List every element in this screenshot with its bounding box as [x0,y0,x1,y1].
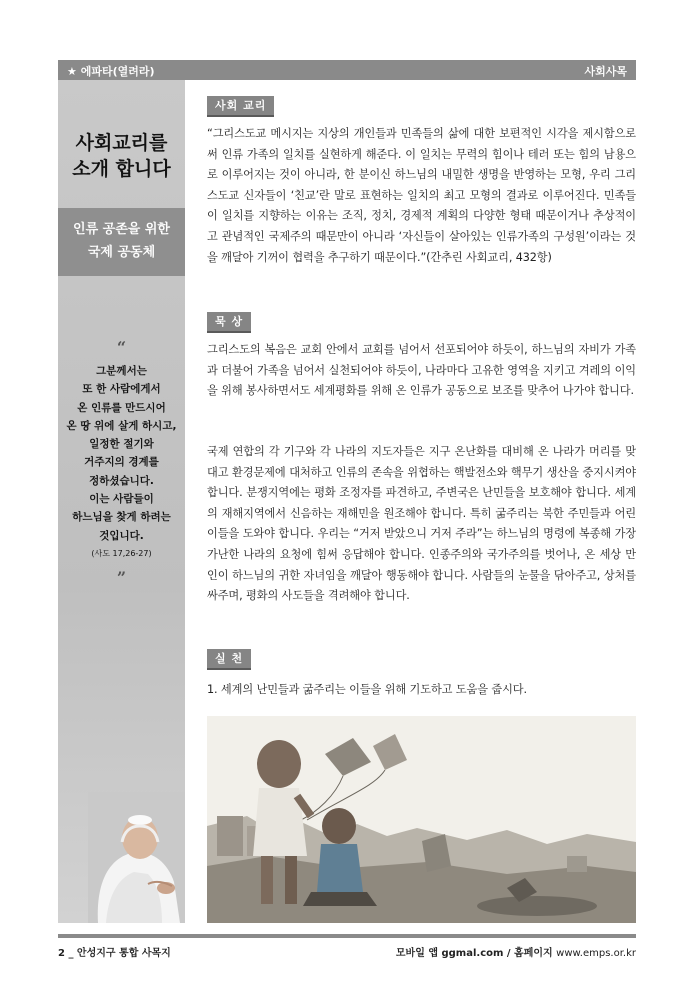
sidebar-title: 사회교리를 소개 합니다 [72,132,171,180]
quote-close-mark: ” [116,568,127,587]
meditation-paragraph-2: 국제 연합의 각 기구와 각 나라의 지도자들은 지구 온난화를 대비해 온 나라가 머리를 맞대고 환경문제에 대처하고 인류의 존속을 위협하는 핵발전소와 핵무기 생산을 중지시켜야 합니다. 분쟁지역에는 평화 조정자를 파견하고, 주변국은 난민들을 보호해야 합니다. 세계의 재해지역에서 신음하는 재해민을 원조해야 합니다. 특히 굶주리는 북한 주민들과 어린이들을 도와야 합니다. 우리는 “거저 받았으니 거저 주라”는 하느님의 명령에 복종해 가장 가난한 나라의 요청에 힘써 응답해야 합니다. 인종주의와 국가주의를 벗어나, 온 세상 만인이 하느님의 귀한 자녀임을 깨달아 행동해야 합니다. 사람들의 눈물을 닦아주고, 상처를 싸주며, 평화의 사도들을 격려해야 합니다. [207,445,636,603]
homepage-link[interactable]: www.emps.or.kr [556,948,636,959]
footer-page-info: 2 _ 안성지구 통합 사목지 [58,948,171,959]
practice-text: 1. 세계의 난민들과 굶주리는 이들을 위해 기도하고 도움을 줍시다. [207,683,527,696]
refugee-children-illustration [207,716,636,923]
doctrine-text: “그리스도교 메시지는 지상의 개인들과 민족들의 삶에 대한 보편적인 시각을 제시함으로써 인류 가족의 일치를 실현하게 해준다. 이 일치는 무력의 힘이나 테러 또는 힘의 남용으로 이루어지는 것이 아니라, 한 분이신 하느님의 내밀한 생명을 반영하는 모형, 우리 그리스도교 신자들이 ‘친교’란 말로 표현하는 일치의 최고 모형의 결과로 이루어진다. 민족들이 일치를 지향하는 이유는 조직, 정치, 경제적 계획의 다양한 형태 때문이거나 추상적이고 관념적인 국제주의 때문만이 아니라 ‘자신들이 살아있는 인류가족의 구성원’이라는 것을 깨달아 기꺼이 협력을 추구하기 때문이다.”(간추린 사회교리, 432항) [207,127,636,264]
quote-open-mark: “ [116,338,127,357]
footer-rule [58,934,636,938]
practice-section-label: 실 천 [207,649,251,670]
header-section-title: ★ 에파타(열려라) [67,65,155,78]
header-bar [58,60,636,80]
scripture-quote: 그분께서는 또 한 사람에게서 온 인류를 만드시어 온 땅 위에 살게 하시고, 일정한 절기와 거주지의 경계를 정하셨습니다. 이는 사람들이 하느님을 찾게 하려는 것입니다. (사도 17,26-27) [58,362,185,563]
footer-links [396,944,636,959]
scripture-reference: (사도 17,26-27) [91,548,152,558]
praying-pope-photo [88,792,185,923]
footer-links-prefix: 모바일 앱 ggmal.com / 홈페이지 [395,948,553,959]
meditation-paragraph-1: 그리스도의 복음은 교회 안에서 교회를 넘어서 선포되어야 하듯이, 하느님의 자비가 가족과 더불어 가족을 넘어서 실천되어야 하듯이, 나라마다 고유한 영역을 지키고 겨레의 이익을 위해 봉사하면서도 세계평화를 위해 온 인류가 공동으로 보조를 맞추어 나가야 합니다. [207,343,636,398]
meditation-section-label: 묵 상 [207,312,251,333]
doctrine-section-label: 사회 교리 [207,96,274,117]
header-category: 사회사목 [584,65,627,78]
sidebar [58,80,185,923]
sidebar-subtitle: 인류 공존을 위한 국제 공동체 [58,208,185,276]
